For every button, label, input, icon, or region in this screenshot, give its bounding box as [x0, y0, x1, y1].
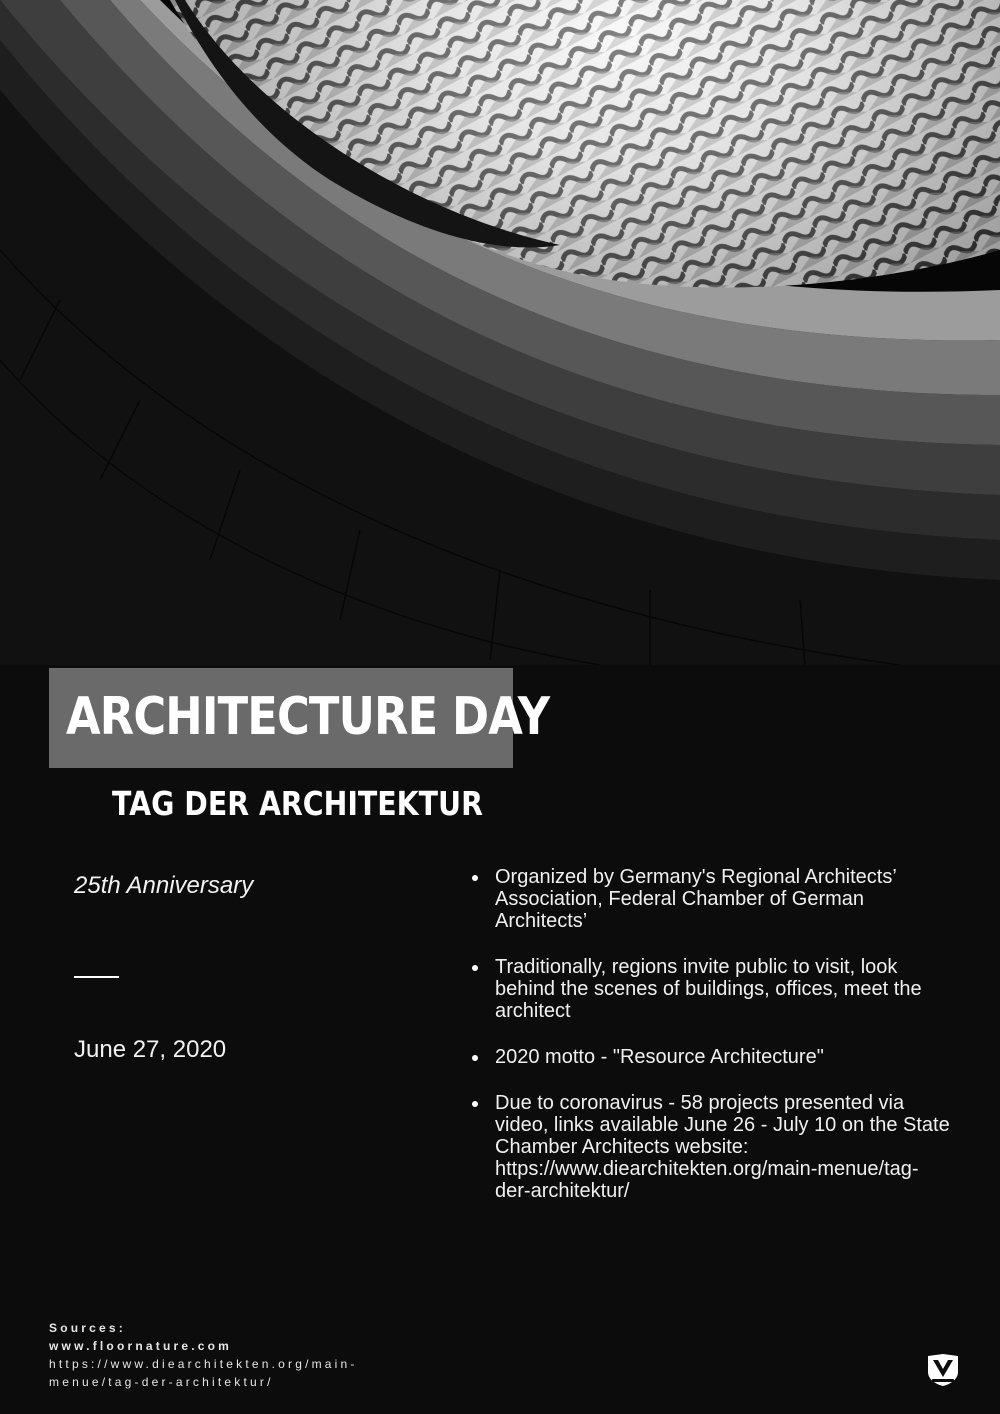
page-subtitle: TAG DER ARCHITEKTUR	[112, 784, 483, 823]
shield-emblem-icon	[924, 1350, 962, 1388]
sources-label: Sources:	[49, 1321, 126, 1335]
sources-link-floornature[interactable]: www.floornature.com	[49, 1339, 233, 1353]
hero-architecture-image	[0, 0, 1000, 665]
sources-link-diearchitekten-continued[interactable]: menue/tag-der-architektur/	[49, 1375, 274, 1389]
divider-line	[74, 976, 119, 978]
fact-item-tradition: Traditionally, regions invite public to visit, look behind the scenes of buildings, offices, meet the architect	[470, 956, 950, 1022]
anniversary-label: 25th Anniversary	[74, 872, 254, 899]
sources-link-diearchitekten[interactable]: https://www.diearchitekten.org/main-	[49, 1357, 358, 1371]
fact-item-coronavirus: Due to coronavirus - 58 projects presented via video, links available June 26 - July 10 on the State Chamber Architects website: https://www.diearchitekten.org/main-menue/tag-der-architektur/	[470, 1092, 950, 1202]
sources-block	[49, 1319, 469, 1391]
fact-item-motto: 2020 motto - "Resource Architecture"	[470, 1046, 950, 1068]
event-date: June 27, 2020	[74, 1036, 227, 1063]
page-title: ARCHITECTURE DAY	[66, 687, 550, 747]
facts-list	[470, 866, 950, 1226]
fact-item-organizer: Organized by Germany's Regional Architects’ Association, Federal Chamber of German Architects’	[470, 866, 950, 932]
